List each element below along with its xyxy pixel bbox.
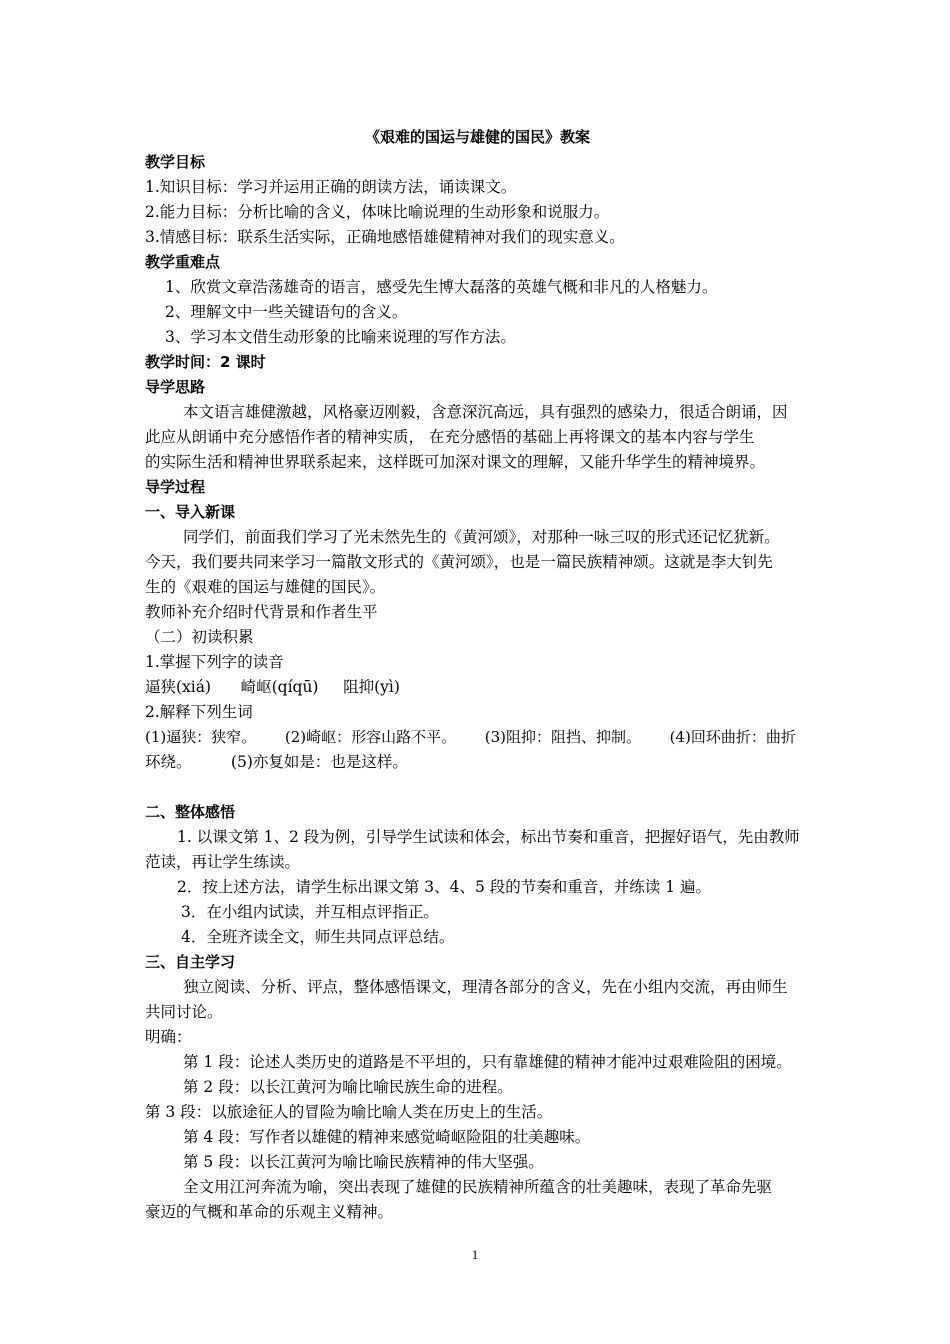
section2-line: 3．在小组内试读，并互相点评指正。 xyxy=(181,903,439,921)
section2-line: 1. 以课文第 1、2 段为例，引导学生试读和体会，标出节奏和重音，把握好语气，先由教师 xyxy=(177,828,800,846)
guide-idea-line: 的实际生活和精神世界联系起来，这样既可加深对课文的理解，又能升华学生的精神境界。 xyxy=(145,453,766,471)
key-point-item: 1、欣赏文章浩荡雄奇的语言，感受先生博大磊落的英雄气概和非凡的人格魅力。 xyxy=(165,278,718,296)
section2-line: 范读，再让学生练读。 xyxy=(145,853,301,871)
key-point-item: 3、学习本文借生动形象的比喻来说理的写作方法。 xyxy=(165,328,516,346)
objective-item: 1.知识目标：学习并运用正确的朗读方法，诵读课文。 xyxy=(145,178,517,196)
section3-line: 全文用江河奔流为喻，突出表现了雄健的民族精神所蕴含的壮美趣味，表现了革命先驱 xyxy=(183,1178,773,1196)
definitions-line: (1)逼狭：狭窄。 (2)崎岖：形容山路不平。 (3)阻抑：阻挡、抑制。 (4)回环曲折：曲折 xyxy=(145,728,796,746)
section3-line: 第 5 段：以长江黄河为喻比喻民族精神的伟大坚强。 xyxy=(183,1153,544,1171)
section3-line: 独立阅读、分析、评点，整体感悟课文，理清各部分的含义，先在小组内交流，再由师生 xyxy=(183,978,788,996)
section3-line: 明确： xyxy=(145,1028,192,1046)
section1-heading: 一、导入新课 xyxy=(145,503,236,521)
key-point-item: 2、理解文中一些关键语句的含义。 xyxy=(165,303,408,321)
section2-heading: 二、整体感悟 xyxy=(145,803,236,821)
objective-item: 2.能力目标：分析比喻的含义，体味比喻说理的生动形象和说服力。 xyxy=(145,203,610,221)
section3-line: 豪迈的气概和革命的乐观主义精神。 xyxy=(145,1203,394,1221)
document-title: 《艰难的国运与雄健的国民》教案 xyxy=(364,128,590,146)
sub-heading: （二）初读积累 xyxy=(145,628,254,646)
section1-line: 生的《艰难的国运与雄健的国民》。 xyxy=(145,578,386,596)
key-points-heading: 教学重难点 xyxy=(145,253,221,271)
guide-idea-line: 本文语言雄健激越，风格豪迈刚毅，含意深沉高远，具有强烈的感染力，很适合朗诵，因 xyxy=(183,403,788,421)
section3-line: 第 1 段：论述人类历史的道路是不平坦的，只有靠雄健的精神才能冲过艰难险阻的困境。 xyxy=(183,1053,792,1071)
objectives-heading: 教学目标 xyxy=(145,153,206,171)
objective-item: 3.情感目标：联系生活实际，正确地感悟雄健精神对我们的现实意义。 xyxy=(145,228,625,246)
page-number: 1 xyxy=(471,1247,479,1262)
list-item: 1.掌握下列字的读音 xyxy=(145,653,284,671)
section1-line: 同学们，前面我们学习了光未然先生的《黄河颂》，对那种一咏三叹的形式还记忆犹新。 xyxy=(183,528,780,546)
section3-line: 第 3 段：以旅途征人的冒险为喻比喻人类在历史上的生活。 xyxy=(145,1103,553,1121)
section3-line: 第 2 段：以长江黄河为喻比喻民族生命的进程。 xyxy=(183,1078,513,1096)
definitions-line: 环绕。 (5)亦复如是：也是这样。 xyxy=(145,753,408,771)
section3-heading: 三、自主学习 xyxy=(145,953,236,971)
process-heading: 导学过程 xyxy=(145,478,206,496)
guide-idea-line: 此应从朗诵中充分感悟作者的精神实质， 在充分感悟的基础上再将课文的基本内容与学生 xyxy=(145,428,755,446)
list-item: 2.解释下列生词 xyxy=(145,703,253,721)
teaching-time: 教学时间：2 课时 xyxy=(145,353,266,371)
section3-line: 共同讨论。 xyxy=(145,1003,223,1021)
teacher-note: 教师补充介绍时代背景和作者生平 xyxy=(145,603,378,621)
guide-idea-heading: 导学思路 xyxy=(145,378,206,396)
section2-line: 2．按上述方法，请学生标出课文第 3、4、5 段的节奏和重音，并练读 1 遍。 xyxy=(177,878,712,896)
pronunciations: 逼狭(xiá) 崎岖(qíqū) 阻抑(yì) xyxy=(145,678,400,696)
section1-line: 今天，我们要共同来学习一篇散文形式的《黄河颂》，也是一篇民族精神颂。这就是李大钊先 xyxy=(145,553,773,571)
section3-line: 第 4 段：写作者以雄健的精神来感觉崎岖险阻的壮美趣味。 xyxy=(183,1128,591,1146)
section2-line: 4．全班齐读全文，师生共同点评总结。 xyxy=(181,928,455,946)
